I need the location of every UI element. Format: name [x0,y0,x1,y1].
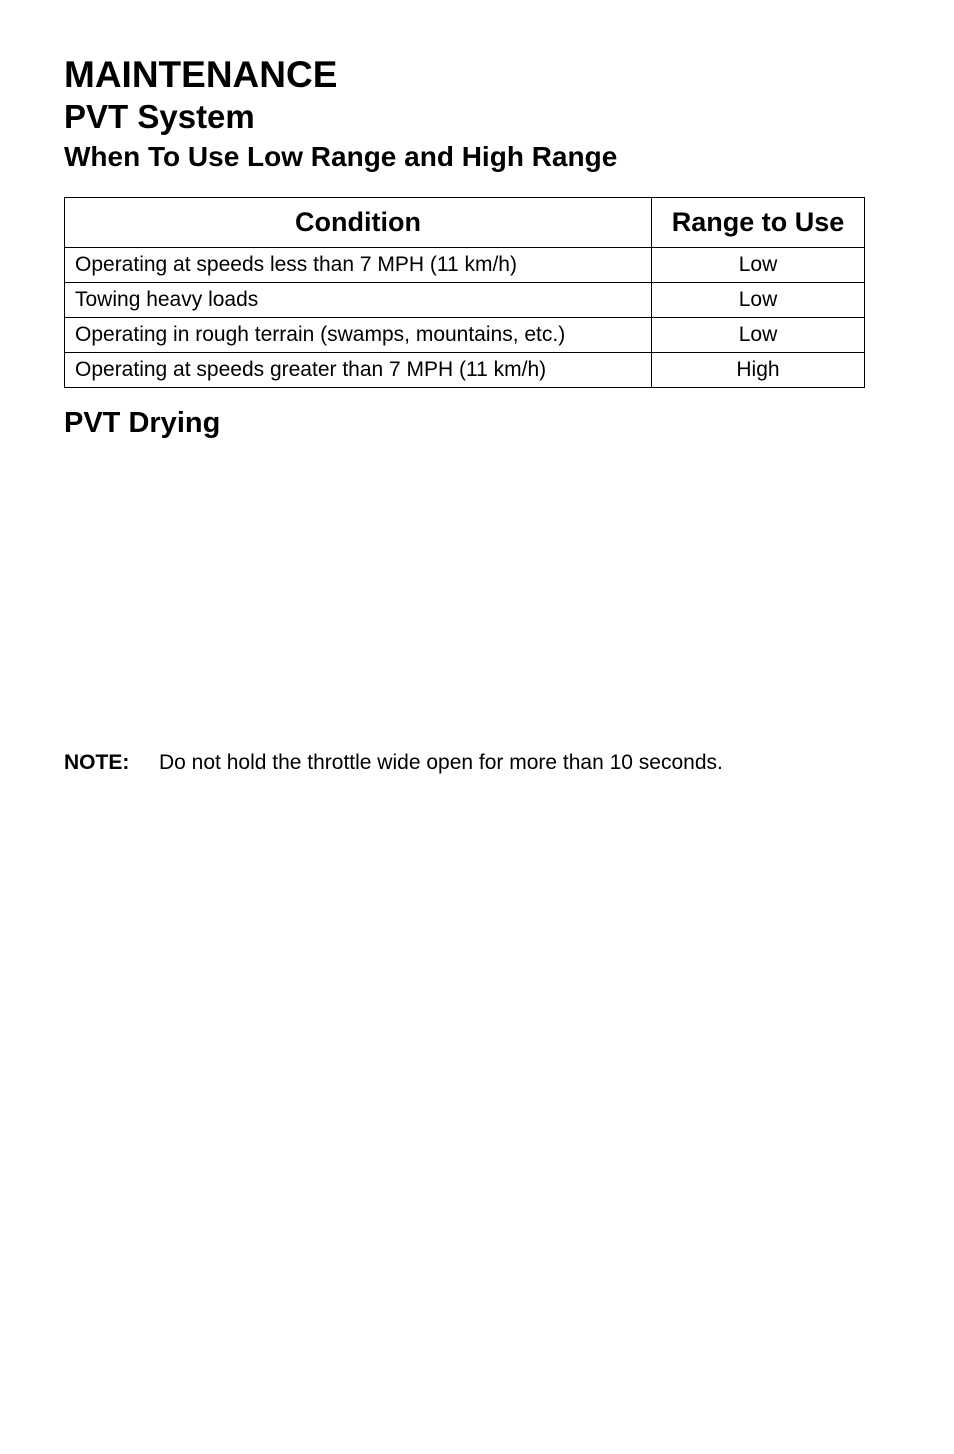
note-label: NOTE: [64,751,130,774]
table-row [65,248,865,283]
section-title: MAINTENANCE [64,54,338,95]
condition-cell: Operating at speeds less than 7 MPH (11 km/h) [65,248,652,283]
column-header-range: Range to Use [652,198,865,248]
range-cell: High [652,353,865,388]
note [64,749,723,777]
condition-cell: Operating in rough terrain (swamps, mountains, etc.) [65,318,652,353]
drying-heading: PVT Drying [64,407,221,439]
range-table [64,197,865,388]
subsection-title: PVT System [64,98,255,135]
table-row [65,283,865,318]
range-cell: Low [652,248,865,283]
table-row [65,318,865,353]
note-text: Do not hold the throttle wide open for more than 10 seconds. [159,751,723,774]
table-header-row [65,198,865,248]
condition-cell: Towing heavy loads [65,283,652,318]
column-header-condition: Condition [65,198,652,248]
condition-cell: Operating at speeds greater than 7 MPH (11 km/h) [65,353,652,388]
table-heading: When To Use Low Range and High Range [64,141,618,172]
range-cell: Low [652,318,865,353]
range-cell: Low [652,283,865,318]
table-row [65,353,865,388]
